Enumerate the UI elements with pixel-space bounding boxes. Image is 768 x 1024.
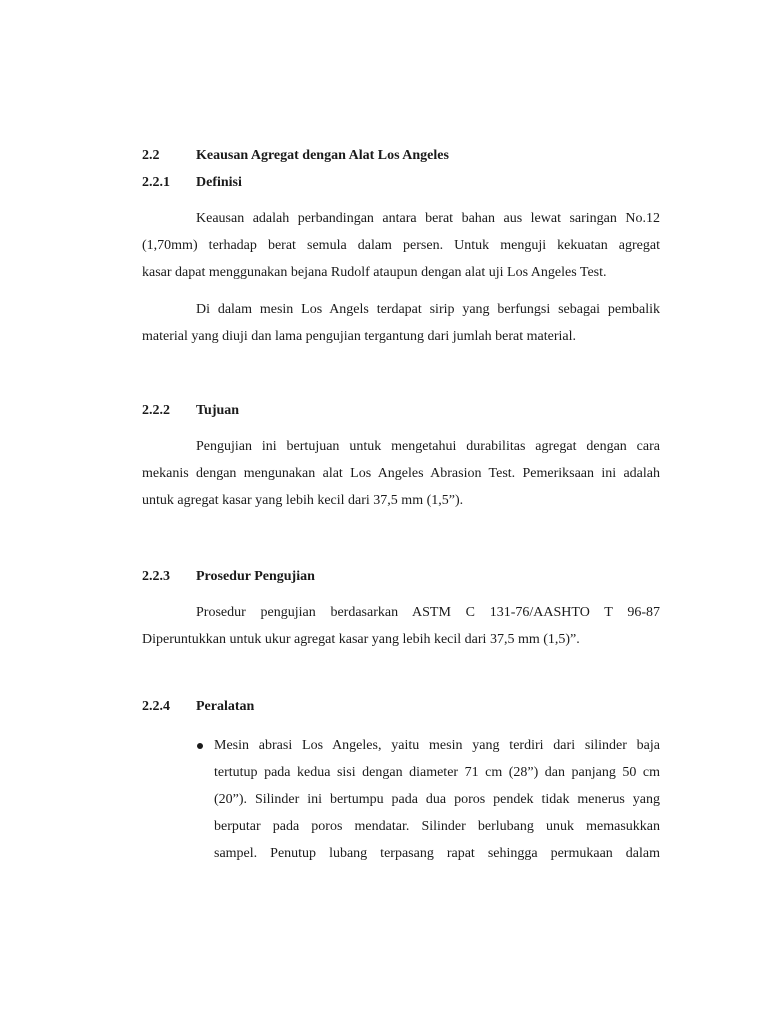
paragraph-line: untuk agregat kasar yang lebih kecil dari 37,5 mm (1,5”). [142,493,464,508]
paragraph-line: material yang diuji dan lama pengujian tergantung dari jumlah berat material. [142,329,576,344]
bullet-line: tertutup pada kedua sisi dengan diameter 71 cm (28”) dan panjang 50 cm [214,765,660,780]
section-heading [142,147,449,165]
subsection-number: 2.2.4 [142,699,170,714]
subsection-heading-definisi [142,174,242,192]
paragraph-line: kasar dapat menggunakan bejana Rudolf ataupun dengan alat uji Los Angeles Test. [142,265,607,280]
bullet-line: sampel. Penutup lubang terpasang rapat sehingga permukaan dalam [214,846,660,861]
subsection-title: Definisi [196,175,242,190]
bullet-line: Mesin abrasi Los Angeles, yaitu mesin yang terdiri dari silinder baja [214,738,660,753]
bullet-line: (20”). Silinder ini bertumpu pada dua poros pendek tidak menerus yang [214,792,660,807]
section-title: Keausan Agregat dengan Alat Los Angeles [196,148,449,163]
paragraph-line: Diperuntukkan untuk ukur agregat kasar yang lebih kecil dari 37,5 mm (1,5)”. [142,632,580,647]
bullet-line: berputar pada poros mendatar. Silinder berlubang unuk memasukkan [214,819,660,834]
subsection-title: Peralatan [196,699,255,714]
subsection-number: 2.2.3 [142,569,170,584]
subsection-heading-tujuan [142,402,239,420]
subsection-number: 2.2.2 [142,403,170,418]
subsection-number: 2.2.1 [142,175,170,190]
subsection-heading-prosedur [142,568,315,586]
subsection-title: Prosedur Pengujian [196,569,315,584]
subsection-heading-peralatan [142,698,254,716]
paragraph-line: (1,70mm) terhadap berat semula dalam persen. Untuk menguji kekuatan agregat [142,238,660,253]
paragraph-line: Keausan adalah perbandingan antara berat bahan aus lewat saringan No.12 [196,211,660,226]
paragraph-line: mekanis dengan mengunakan alat Los Angeles Abrasion Test. Pemeriksaan ini adalah [142,466,660,481]
paragraph-line: Di dalam mesin Los Angels terdapat sirip yang berfungsi sebagai pembalik [196,302,660,317]
bullet-icon [196,742,204,750]
section-number: 2.2 [142,148,160,163]
subsection-title: Tujuan [196,403,240,418]
paragraph-line: Prosedur pengujian berdasarkan ASTM C 131-76/AASHTO T 96-87 [196,605,660,620]
paragraph-line: Pengujian ini bertujuan untuk mengetahui durabilitas agregat dengan cara [196,439,660,454]
